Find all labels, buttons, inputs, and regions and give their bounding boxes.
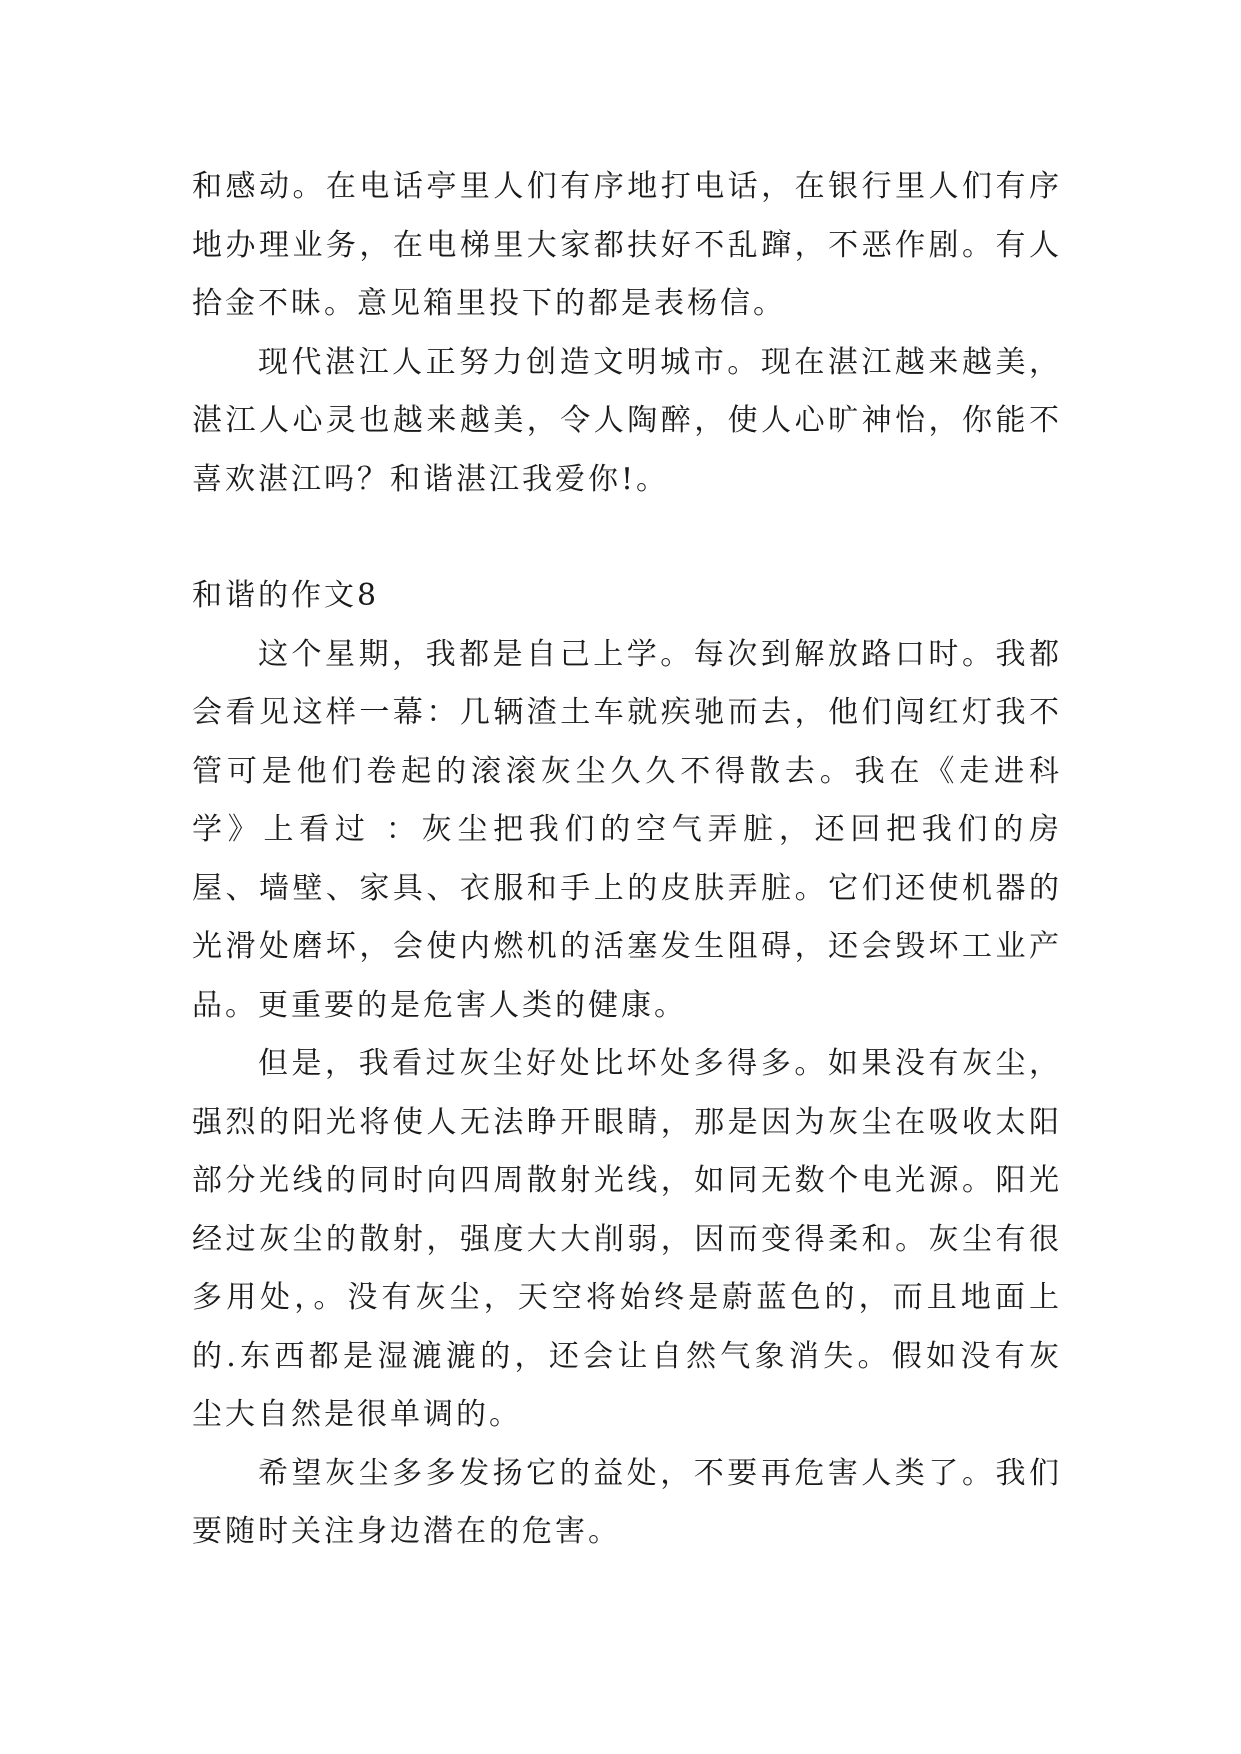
paragraph-dust-benefit: 但是，我看过灰尘好处比坏处多得多。如果没有灰尘，强烈的阳光将使人无法睁开眼睛，那是因为灰尘在吸收太阳部分光线的同时向四周散射光线，如同无数个电光源。阳光经过灰尘的散射，强度大大削弱，因而变得柔和。灰尘有很多用处，。没有灰尘，天空将始终是蔚蓝色的，而且地面上的.东西都是湿漉漉的，还会让自然气象消失。假如没有灰尘大自然是很单调的。: [192, 1046, 1062, 1432]
paragraph-continuation: 和感动。在电话亭里人们有序地打电话，在银行里人们有序地办理业务，在电梯里大家都扶好不乱蹿，不恶作剧。有人拾金不昧。意见箱里投下的都是表杨信。: [192, 169, 1062, 321]
paragraph-hope: 希望灰尘多多发扬它的益处，不要再危害人类了。我们要随时关注身边潜在的危害。: [192, 1455, 1062, 1549]
paragraph-conclusion: 现代湛江人正努力创造文明城市。现在湛江越来越美，湛江人心灵也越来越美，令人陶醉，使人心旷神怡，你能不喜欢湛江吗？和谐湛江我爱你!。: [192, 344, 1062, 497]
essay-heading: 和谐的作文8: [192, 578, 380, 613]
document-body: [192, 158, 1062, 1562]
paragraph-dust-harm: 这个星期，我都是自己上学。每次到解放路口时。我都会看见这样一幕：几辆渣土车就疾驰而去，他们闯红灯我不管可是他们卷起的滚滚灰尘久久不得散去。我在《走进科学》上看过 ：灰尘把我们的空气弄脏，还回把我们的房屋、墙壁、家具、衣服和手上的皮肤弄脏。它们还使机器的光滑处磨坏，会使内燃机的活塞发生阻碍，还会毁坏工业产品。更重要的是危害人类的健康。: [192, 636, 1062, 1023]
